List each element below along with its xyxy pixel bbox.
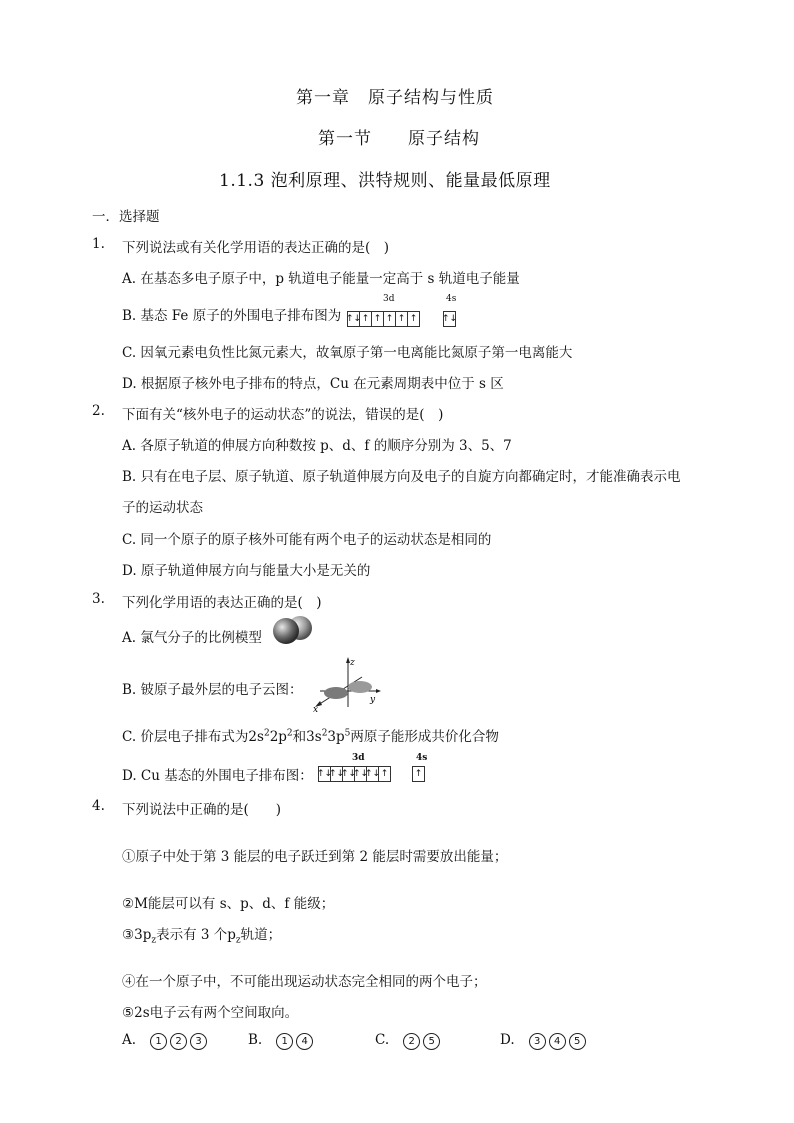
p-orbital-cloud-diagram	[310, 655, 385, 713]
orbital-cell: ↑↓	[348, 312, 360, 326]
circled-number: 3	[190, 1033, 207, 1050]
q4-statement-3	[122, 923, 281, 946]
lesson-title: 1.1.3 泡利原理、洪特规则、能量最低原理	[219, 171, 551, 191]
q3-d-3d-label: 3d	[352, 753, 365, 763]
q3-option-c	[122, 725, 499, 745]
q2-option-b-line1: B. 只有在电子层、原子轨道、原子轨道伸展方向及电子的自旋方向都确定时，才能准确表示电	[122, 469, 681, 485]
q3-c-text-3: 和3s	[292, 729, 322, 745]
q3-c-text-5: 两原子能形成共价化合物	[350, 729, 499, 745]
orbital-cell: ↑	[414, 768, 423, 779]
y-label: y	[370, 695, 376, 705]
q3-d-4s-boxes	[412, 766, 425, 782]
orbital-cell: ↑	[396, 312, 408, 326]
orbital-cell: ↑	[372, 312, 384, 326]
orbital-lobe-left	[324, 687, 348, 699]
q2-option-a: A. 各原子轨道的伸展方向种数按 p、d、f 的顺序分别为 3、5、7	[122, 438, 512, 454]
q4-s3-sub-2: z	[235, 935, 241, 946]
q3-d-4s-label: 4s	[416, 753, 428, 763]
q3-stem: 下列化学用语的表达正确的是( )	[122, 595, 322, 611]
q4-option-b-circles	[276, 1032, 316, 1048]
part-heading: 一．选择题	[92, 209, 160, 225]
circled-number: 3	[529, 1033, 546, 1050]
q4-option-b-label: B.	[248, 1032, 263, 1048]
q2-option-b-line2: 子的运动状态	[122, 500, 203, 516]
z-label: z	[350, 658, 355, 668]
q3-c-sup-3: 2	[321, 728, 328, 739]
q3-c-text-1: C. 价层电子排布式为2s	[122, 729, 264, 745]
orbital-cell: ↑↓	[367, 767, 379, 781]
q4-option-a-label: A.	[122, 1032, 137, 1048]
q4-option-a-circles	[150, 1032, 210, 1048]
q3-option-d: D. Cu 基态的外围电子排布图：	[122, 768, 313, 784]
circled-number: 4	[296, 1033, 313, 1050]
q3-c-sup-1: 2	[263, 728, 270, 739]
circled-number: 4	[549, 1033, 566, 1050]
orbital-cell: ↑↓	[343, 767, 355, 781]
q4-option-c	[375, 1032, 443, 1050]
q4-option-d-label: D.	[500, 1032, 515, 1048]
q3-c-text-2: 2p	[269, 729, 287, 745]
y-arrow	[376, 689, 381, 693]
orbital-cell: ↑	[384, 312, 396, 326]
q4-statement-4: ④在一个原子中，不可能出现运动状态完全相同的两个电子；	[122, 974, 487, 990]
q3-c-sup-2: 2	[286, 728, 293, 739]
q3-d-3d-boxes	[318, 766, 391, 782]
q1-b-4s-boxes	[443, 311, 456, 327]
q3-c-text-4: 3p	[327, 729, 345, 745]
orbital-cell: ↑↓	[319, 767, 331, 781]
orbital-cell: ↑↓	[441, 313, 458, 324]
q4-option-d	[500, 1032, 589, 1050]
q1-option-d: D. 根据原子核外电子排布的特点，Cu 在元素周期表中位于 s 区	[122, 376, 504, 392]
chlorine-molecule-model	[268, 614, 318, 646]
q4-option-d-circles	[529, 1032, 589, 1048]
q4-option-a	[122, 1032, 210, 1050]
q3-option-b: B. 铍原子最外层的电子云图：	[122, 682, 303, 698]
q3-c-sup-4: 5	[344, 728, 351, 739]
orbital-cell: ↑	[380, 768, 389, 779]
q1-b-4s-label: 4s	[446, 294, 457, 304]
q4-s3-text-1: ③3p	[122, 927, 152, 943]
orbital-cell: ↑	[409, 313, 418, 324]
q4-s3-text-3: 轨道；	[240, 927, 282, 943]
orbital-cell: ↑↓	[331, 767, 343, 781]
q3-option-a: A. 氯气分子的比例模型	[122, 630, 262, 646]
q2-number: 2.	[92, 403, 105, 419]
circled-number: 2	[170, 1033, 187, 1050]
q4-s3-sub-1: z	[151, 935, 157, 946]
q1-b-3d-label: 3d	[383, 294, 395, 304]
q2-stem: 下面有关“核外电子的运动状态”的说法，错误的是( )	[122, 407, 444, 423]
circled-number: 5	[569, 1033, 586, 1050]
q3-number: 3.	[92, 591, 105, 607]
q1-option-b: B. 基态 Fe 原子的外围电子排布图为	[122, 308, 342, 324]
orbital-cell: ↑	[360, 312, 372, 326]
circled-number: 5	[423, 1033, 440, 1050]
q4-number: 4.	[92, 798, 105, 814]
q4-statement-2: ②M能层可以有 s、p、d、f 能级；	[122, 896, 335, 912]
circled-number: 2	[403, 1033, 420, 1050]
chlorine-atom-front	[273, 618, 299, 644]
circled-number: 1	[276, 1033, 293, 1050]
section-title: 第一节 原子结构	[318, 129, 480, 149]
q4-statement-1: ①原子中处于第 3 能层的电子跃迁到第 2 能层时需要放出能量；	[122, 849, 508, 865]
q4-s3-text-2: 表示有 3 个p	[156, 927, 236, 943]
q1-option-a: A. 在基态多电子原子中，p 轨道电子能量一定高于 s 轨道电子能量	[122, 271, 520, 287]
q2-option-c: C. 同一个原子的原子核外可能有两个电子的运动状态是相同的	[122, 532, 492, 548]
circled-number: 1	[150, 1033, 167, 1050]
q4-option-b	[248, 1032, 316, 1050]
q1-option-c: C. 因氧元素电负性比氮元素大，故氧原子第一电离能比氮原子第一电离能大	[122, 345, 573, 361]
q4-stem: 下列说法中正确的是( )	[122, 802, 282, 818]
chapter-title: 第一章 原子结构与性质	[296, 88, 494, 108]
q1-b-3d-boxes	[347, 311, 420, 327]
q4-option-c-circles	[403, 1032, 443, 1048]
q1-number: 1.	[92, 236, 105, 252]
q4-statement-5: ⑤2s电子云有两个空间取向。	[122, 1005, 299, 1021]
orbital-cell: ↑↓	[355, 767, 367, 781]
q1-stem: 下列说法或有关化学用语的表达正确的是( )	[122, 240, 390, 256]
x-label: x	[313, 705, 319, 713]
q4-option-c-label: C.	[375, 1032, 390, 1048]
orbital-lobe-right	[348, 681, 372, 693]
q2-option-d: D. 原子轨道伸展方向与能量大小是无关的	[122, 563, 371, 579]
